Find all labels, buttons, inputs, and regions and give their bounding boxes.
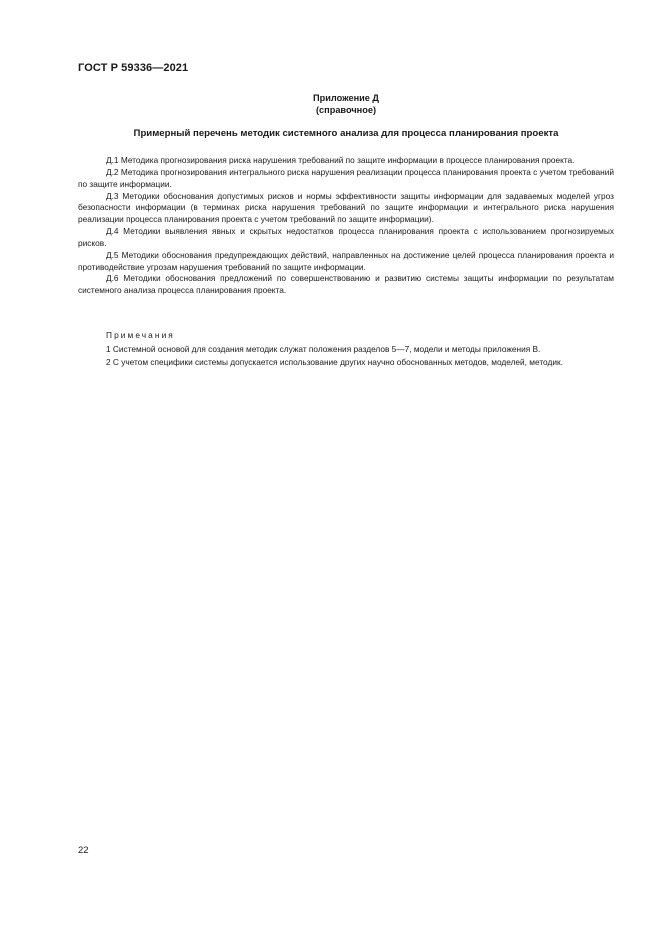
paragraph-d4: Д.4 Методики выявления явных и скрытых недостатков процесса планирования проекта с использованием прогнозируемых рисков. <box>78 226 614 248</box>
standard-code: ГОСТ Р 59336—2021 <box>78 62 189 74</box>
note-item: 1 Системной основой для создания методик служат положения разделов 5—7, модели и методы приложения В. <box>106 343 541 354</box>
annex-status: (справочное) <box>315 105 376 115</box>
notes-section <box>78 330 614 370</box>
note-item: 2 С учетом специфики системы допускается использование других научно обоснованных методов, моделей, методик. <box>106 356 563 367</box>
annex-heading <box>78 92 614 116</box>
notes-heading: Примечания <box>106 330 175 340</box>
paragraph-d6: Д.6 Методики обоснования предложений по совершенствованию и развитию системы защиты информации по результатам системного анализа процесса планирования проекта. <box>78 273 614 296</box>
paragraph-d3: Д.3 Методики обоснования допустимых рисков и нормы эффективности защиты информации для задаваемых моделей угроз безопасности информации (в терминах риска нарушения требований по защите информации и интегрального риска нарушения реализации процесса планирования проекта с учетом требований по защите информации). <box>78 190 614 225</box>
annex-title: Примерный перечень методик системного анализа для процесса планирования проекта <box>133 128 559 139</box>
page-number: 22 <box>78 845 89 856</box>
annex-label: Приложение Д <box>313 93 379 103</box>
paragraph-d2: Д.2 Методика прогнозирования интегрального риска нарушения реализации процесса планирования проекта с учетом требований по защите информации. <box>78 166 614 189</box>
paragraph-d1: Д.1 Методика прогнозирования риска нарушения требований по защите информации в процессе планирования проекта. <box>106 155 575 165</box>
paragraph-d5: Д.5 Методики обоснования предупреждающих действий, направленных на достижение целей процесса планирования проекта и противодействие угрозам нарушения требований по защите информации. <box>78 249 614 272</box>
methods-list <box>78 155 614 297</box>
